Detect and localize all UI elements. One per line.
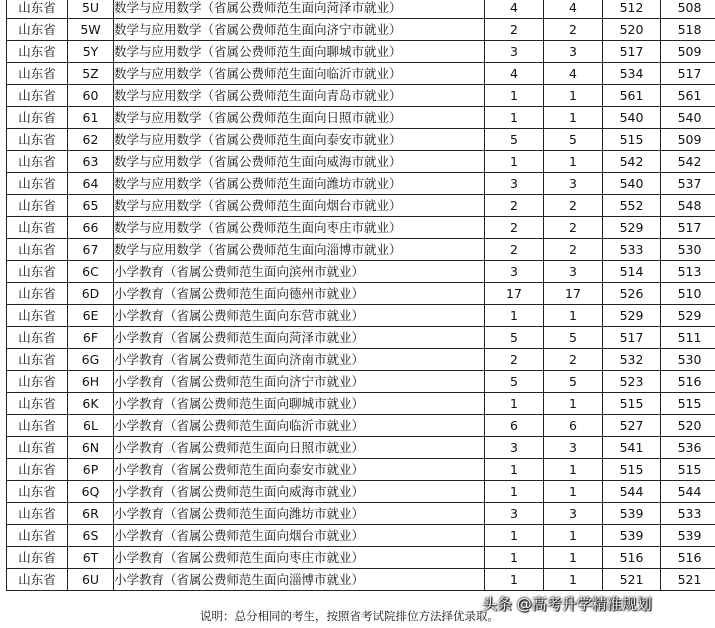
plan-count-cell: 2 [485, 239, 544, 261]
admitted-count-cell: 5 [544, 129, 603, 151]
code-cell: 67 [68, 239, 114, 261]
plan-count-cell: 3 [485, 503, 544, 525]
province-cell: 山东省 [7, 85, 68, 107]
major-cell: 小学教育（省属公费师范生面向潍坊市就业） [114, 503, 485, 525]
table-row [7, 85, 715, 107]
province-cell: 山东省 [7, 569, 68, 591]
admitted-count-cell: 2 [544, 195, 603, 217]
admitted-count-cell: 4 [544, 0, 603, 19]
table-row [7, 19, 715, 41]
major-cell: 数学与应用数学（省属公费师范生面向聊城市就业） [114, 41, 485, 63]
min-score-cell: 517 [661, 63, 715, 85]
province-cell: 山东省 [7, 63, 68, 85]
table-row [7, 0, 715, 19]
province-cell: 山东省 [7, 371, 68, 393]
max-score-cell: 520 [603, 19, 661, 41]
code-cell: 6E [68, 305, 114, 327]
table-row [7, 503, 715, 525]
plan-count-cell: 1 [485, 393, 544, 415]
province-cell: 山东省 [7, 283, 68, 305]
major-cell: 数学与应用数学（省属公费师范生面向潍坊市就业） [114, 173, 485, 195]
province-cell: 山东省 [7, 393, 68, 415]
plan-count-cell: 5 [485, 371, 544, 393]
plan-count-cell: 3 [485, 173, 544, 195]
code-cell: 6F [68, 327, 114, 349]
admitted-count-cell: 2 [544, 19, 603, 41]
max-score-cell: 517 [603, 327, 661, 349]
min-score-cell: 509 [661, 41, 715, 63]
plan-count-cell: 1 [485, 151, 544, 173]
max-score-cell: 540 [603, 173, 661, 195]
province-cell: 山东省 [7, 217, 68, 239]
max-score-cell: 515 [603, 393, 661, 415]
table-row [7, 261, 715, 283]
code-cell: 6D [68, 283, 114, 305]
admitted-count-cell: 3 [544, 173, 603, 195]
max-score-cell: 516 [603, 547, 661, 569]
plan-count-cell: 3 [485, 437, 544, 459]
province-cell: 山东省 [7, 151, 68, 173]
code-cell: 6T [68, 547, 114, 569]
min-score-cell: 533 [661, 503, 715, 525]
table-row [7, 349, 715, 371]
plan-count-cell: 5 [485, 129, 544, 151]
province-cell: 山东省 [7, 503, 68, 525]
province-cell: 山东省 [7, 459, 68, 481]
province-cell: 山东省 [7, 129, 68, 151]
admitted-count-cell: 1 [544, 305, 603, 327]
min-score-cell: 516 [661, 547, 715, 569]
table-row [7, 151, 715, 173]
plan-count-cell: 1 [485, 305, 544, 327]
admitted-count-cell: 1 [544, 393, 603, 415]
major-cell: 数学与应用数学（省属公费师范生面向泰安市就业） [114, 129, 485, 151]
table-row [7, 569, 715, 591]
admitted-count-cell: 5 [544, 371, 603, 393]
code-cell: 6H [68, 371, 114, 393]
plan-count-cell: 6 [485, 415, 544, 437]
min-score-cell: 539 [661, 525, 715, 547]
code-cell: 5W [68, 19, 114, 41]
admitted-count-cell: 5 [544, 327, 603, 349]
min-score-cell: 561 [661, 85, 715, 107]
province-cell: 山东省 [7, 525, 68, 547]
plan-count-cell: 2 [485, 349, 544, 371]
table-row [7, 393, 715, 415]
max-score-cell: 532 [603, 349, 661, 371]
code-cell: 61 [68, 107, 114, 129]
admitted-count-cell: 17 [544, 283, 603, 305]
province-cell: 山东省 [7, 305, 68, 327]
plan-count-cell: 1 [485, 107, 544, 129]
plan-count-cell: 2 [485, 217, 544, 239]
min-score-cell: 511 [661, 327, 715, 349]
max-score-cell: 512 [603, 0, 661, 19]
table-row [7, 371, 715, 393]
major-cell: 小学教育（省属公费师范生面向淄博市就业） [114, 569, 485, 591]
major-cell: 小学教育（省属公费师范生面向烟台市就业） [114, 525, 485, 547]
table-row [7, 437, 715, 459]
min-score-cell: 536 [661, 437, 715, 459]
min-score-cell: 520 [661, 415, 715, 437]
max-score-cell: 521 [603, 569, 661, 591]
major-cell: 小学教育（省属公费师范生面向日照市就业） [114, 437, 485, 459]
min-score-cell: 516 [661, 371, 715, 393]
code-cell: 6K [68, 393, 114, 415]
plan-count-cell: 1 [485, 459, 544, 481]
code-cell: 6Q [68, 481, 114, 503]
code-cell: 6C [68, 261, 114, 283]
major-cell: 小学教育（省属公费师范生面向枣庄市就业） [114, 547, 485, 569]
code-cell: 62 [68, 129, 114, 151]
table-row [7, 327, 715, 349]
table-row [7, 239, 715, 261]
plan-count-cell: 17 [485, 283, 544, 305]
plan-count-cell: 3 [485, 261, 544, 283]
min-score-cell: 521 [661, 569, 715, 591]
max-score-cell: 541 [603, 437, 661, 459]
admitted-count-cell: 1 [544, 85, 603, 107]
min-score-cell: 548 [661, 195, 715, 217]
major-cell: 小学教育（省属公费师范生面向济宁市就业） [114, 371, 485, 393]
table-row [7, 129, 715, 151]
max-score-cell: 539 [603, 525, 661, 547]
min-score-cell: 517 [661, 217, 715, 239]
major-cell: 小学教育（省属公费师范生面向临沂市就业） [114, 415, 485, 437]
major-cell: 数学与应用数学（省属公费师范生面向淄博市就业） [114, 239, 485, 261]
major-cell: 数学与应用数学（省属公费师范生面向济宁市就业） [114, 19, 485, 41]
code-cell: 6S [68, 525, 114, 547]
max-score-cell: 544 [603, 481, 661, 503]
max-score-cell: 515 [603, 459, 661, 481]
admitted-count-cell: 6 [544, 415, 603, 437]
watermark: 头条 @高考升学精准规划 [482, 595, 652, 613]
major-cell: 小学教育（省属公费师范生面向泰安市就业） [114, 459, 485, 481]
table-row [7, 283, 715, 305]
code-cell: 63 [68, 151, 114, 173]
code-cell: 65 [68, 195, 114, 217]
table-row [7, 459, 715, 481]
code-cell: 6G [68, 349, 114, 371]
table-row [7, 63, 715, 85]
code-cell: 5U [68, 0, 114, 19]
admitted-count-cell: 1 [544, 481, 603, 503]
code-cell: 6P [68, 459, 114, 481]
admitted-count-cell: 1 [544, 569, 603, 591]
province-cell: 山东省 [7, 437, 68, 459]
major-cell: 数学与应用数学（省属公费师范生面向枣庄市就业） [114, 217, 485, 239]
major-cell: 数学与应用数学（省属公费师范生面向日照市就业） [114, 107, 485, 129]
province-cell: 山东省 [7, 19, 68, 41]
major-cell: 小学教育（省属公费师范生面向聊城市就业） [114, 393, 485, 415]
plan-count-cell: 5 [485, 327, 544, 349]
max-score-cell: 514 [603, 261, 661, 283]
table-row [7, 547, 715, 569]
admitted-count-cell: 3 [544, 437, 603, 459]
max-score-cell: 527 [603, 415, 661, 437]
min-score-cell: 518 [661, 19, 715, 41]
code-cell: 6N [68, 437, 114, 459]
major-cell: 小学教育（省属公费师范生面向德州市就业） [114, 283, 485, 305]
plan-count-cell: 3 [485, 41, 544, 63]
admitted-count-cell: 2 [544, 217, 603, 239]
code-cell: 5Z [68, 63, 114, 85]
max-score-cell: 552 [603, 195, 661, 217]
min-score-cell: 513 [661, 261, 715, 283]
major-cell: 小学教育（省属公费师范生面向菏泽市就业） [114, 327, 485, 349]
max-score-cell: 515 [603, 129, 661, 151]
code-cell: 5Y [68, 41, 114, 63]
max-score-cell: 533 [603, 239, 661, 261]
code-cell: 66 [68, 217, 114, 239]
table-row [7, 481, 715, 503]
province-cell: 山东省 [7, 0, 68, 19]
code-cell: 60 [68, 85, 114, 107]
plan-count-cell: 1 [485, 481, 544, 503]
admitted-count-cell: 1 [544, 547, 603, 569]
max-score-cell: 539 [603, 503, 661, 525]
table-row [7, 525, 715, 547]
table-row [7, 107, 715, 129]
province-cell: 山东省 [7, 195, 68, 217]
province-cell: 山东省 [7, 415, 68, 437]
max-score-cell: 529 [603, 217, 661, 239]
footnote: 说明：总分相同的考生，按照省考试院排位方法择优录取。 [200, 609, 499, 623]
min-score-cell: 544 [661, 481, 715, 503]
major-cell: 小学教育（省属公费师范生面向威海市就业） [114, 481, 485, 503]
major-cell: 小学教育（省属公费师范生面向济南市就业） [114, 349, 485, 371]
min-score-cell: 509 [661, 129, 715, 151]
province-cell: 山东省 [7, 547, 68, 569]
max-score-cell: 561 [603, 85, 661, 107]
major-cell: 数学与应用数学（省属公费师范生面向青岛市就业） [114, 85, 485, 107]
province-cell: 山东省 [7, 349, 68, 371]
admitted-count-cell: 3 [544, 41, 603, 63]
max-score-cell: 526 [603, 283, 661, 305]
min-score-cell: 537 [661, 173, 715, 195]
admitted-count-cell: 2 [544, 239, 603, 261]
province-cell: 山东省 [7, 327, 68, 349]
table-row [7, 173, 715, 195]
plan-count-cell: 4 [485, 63, 544, 85]
admission-table [6, 0, 715, 591]
admitted-count-cell: 3 [544, 261, 603, 283]
table-body [7, 0, 715, 591]
plan-count-cell: 2 [485, 195, 544, 217]
admitted-count-cell: 1 [544, 459, 603, 481]
admitted-count-cell: 1 [544, 107, 603, 129]
code-cell: 6U [68, 569, 114, 591]
min-score-cell: 530 [661, 349, 715, 371]
min-score-cell: 540 [661, 107, 715, 129]
admitted-count-cell: 1 [544, 525, 603, 547]
plan-count-cell: 4 [485, 0, 544, 19]
table-row [7, 217, 715, 239]
table-row [7, 195, 715, 217]
max-score-cell: 540 [603, 107, 661, 129]
max-score-cell: 523 [603, 371, 661, 393]
code-cell: 64 [68, 173, 114, 195]
table-row [7, 415, 715, 437]
code-cell: 6L [68, 415, 114, 437]
admitted-count-cell: 3 [544, 503, 603, 525]
min-score-cell: 529 [661, 305, 715, 327]
min-score-cell: 510 [661, 283, 715, 305]
province-cell: 山东省 [7, 41, 68, 63]
province-cell: 山东省 [7, 173, 68, 195]
table-row [7, 305, 715, 327]
min-score-cell: 515 [661, 459, 715, 481]
plan-count-cell: 1 [485, 85, 544, 107]
major-cell: 数学与应用数学（省属公费师范生面向菏泽市就业） [114, 0, 485, 19]
plan-count-cell: 1 [485, 569, 544, 591]
max-score-cell: 534 [603, 63, 661, 85]
min-score-cell: 508 [661, 0, 715, 19]
admitted-count-cell: 4 [544, 63, 603, 85]
max-score-cell: 529 [603, 305, 661, 327]
major-cell: 数学与应用数学（省属公费师范生面向临沂市就业） [114, 63, 485, 85]
major-cell: 数学与应用数学（省属公费师范生面向烟台市就业） [114, 195, 485, 217]
major-cell: 数学与应用数学（省属公费师范生面向威海市就业） [114, 151, 485, 173]
code-cell: 6R [68, 503, 114, 525]
province-cell: 山东省 [7, 261, 68, 283]
min-score-cell: 542 [661, 151, 715, 173]
table-row [7, 41, 715, 63]
min-score-cell: 515 [661, 393, 715, 415]
admitted-count-cell: 1 [544, 151, 603, 173]
admitted-count-cell: 2 [544, 349, 603, 371]
plan-count-cell: 2 [485, 19, 544, 41]
major-cell: 小学教育（省属公费师范生面向滨州市就业） [114, 261, 485, 283]
province-cell: 山东省 [7, 239, 68, 261]
plan-count-cell: 1 [485, 547, 544, 569]
province-cell: 山东省 [7, 481, 68, 503]
plan-count-cell: 1 [485, 525, 544, 547]
max-score-cell: 517 [603, 41, 661, 63]
major-cell: 小学教育（省属公费师范生面向东营市就业） [114, 305, 485, 327]
province-cell: 山东省 [7, 107, 68, 129]
max-score-cell: 542 [603, 151, 661, 173]
min-score-cell: 530 [661, 239, 715, 261]
